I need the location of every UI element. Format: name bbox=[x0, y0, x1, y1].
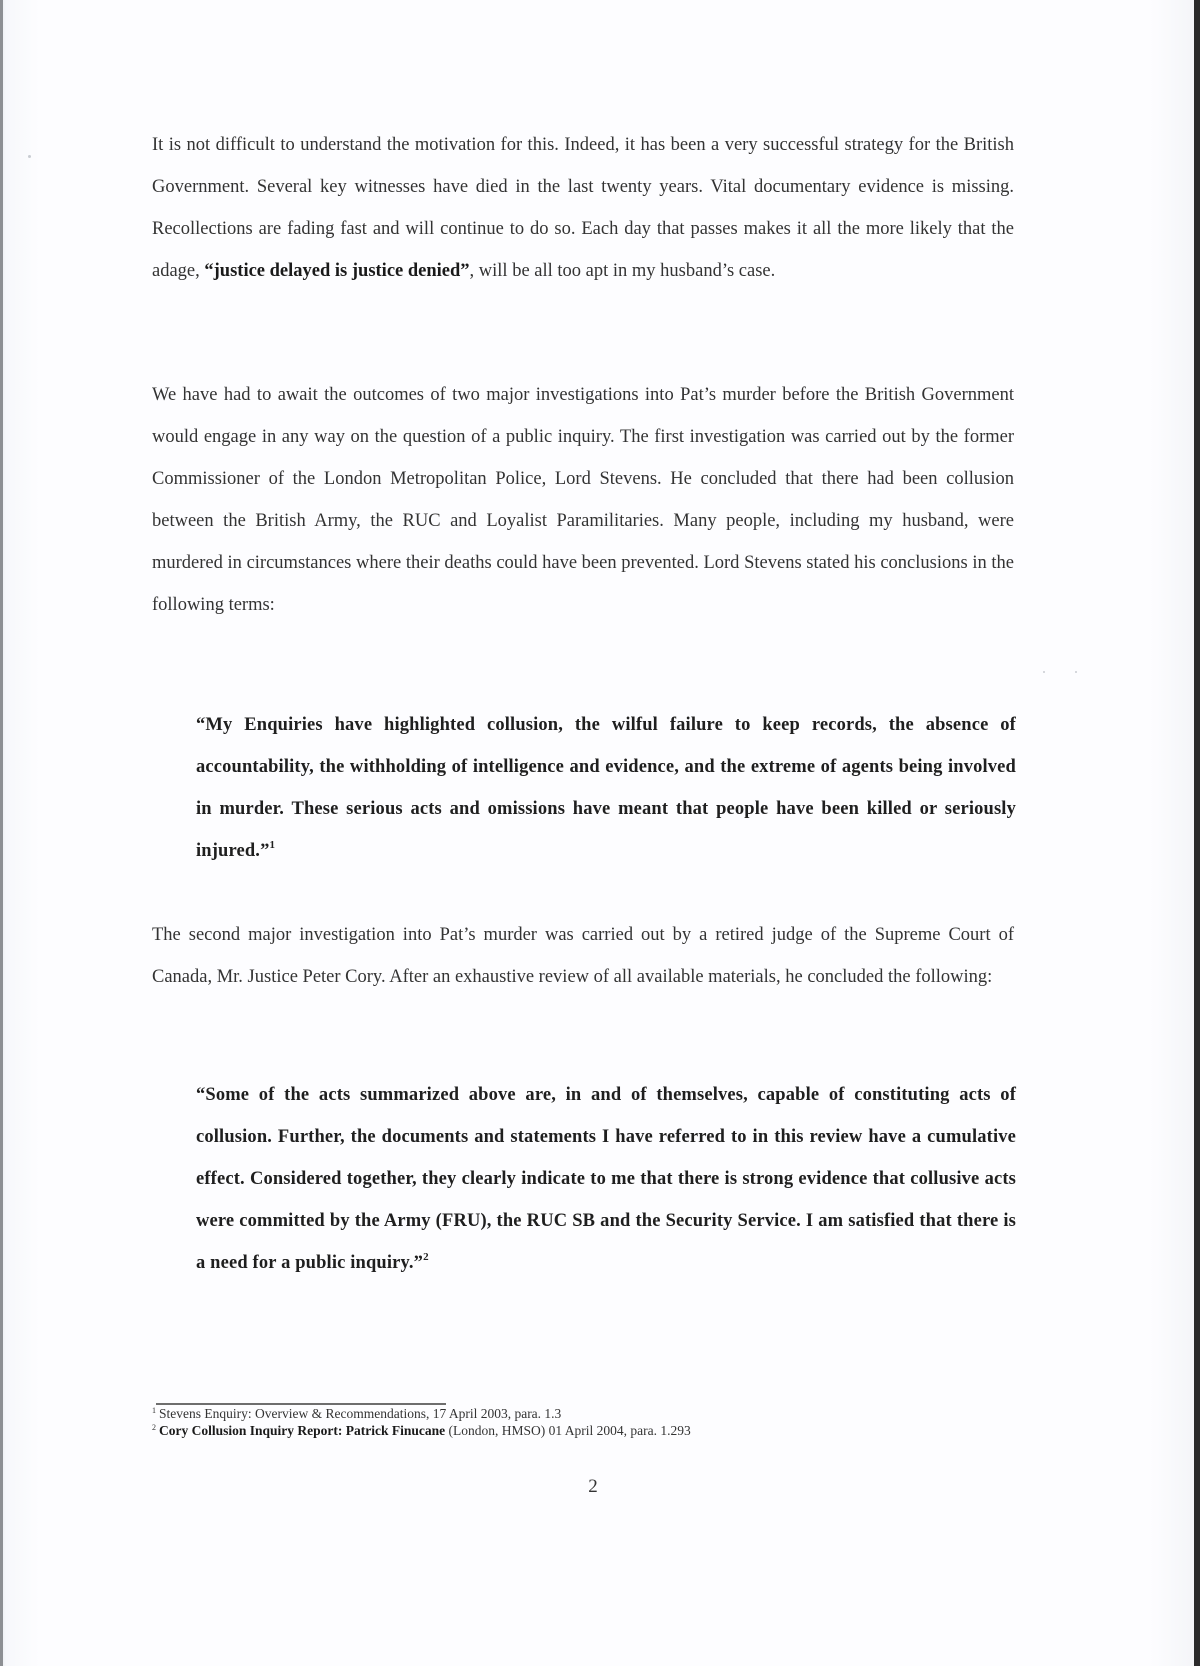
scan-left-edge bbox=[0, 0, 3, 1666]
footnote-title: Cory Collusion Inquiry Report: Patrick Finucane bbox=[159, 1423, 446, 1438]
footnotes bbox=[152, 1405, 1012, 1439]
paragraph-text: It is not difficult to understand the motivation for this. Indeed, it has been a very successful strategy for the British Government. Several key witnesses have died in the last twenty years. Vital documentary evidence is missing. Recollections are fading fast and will continue to do so. Each day that passes makes it all the more likely that the adage, bbox=[152, 135, 1014, 281]
paragraph-first-investigation: We have had to await the outcomes of two major investigations into Pat’s murder before the British Government would engage in any way on the question of a public inquiry. The first investigation was carried out by the former Commissioner of the London Metropolitan Police, Lord Stevens. He concluded that there had been collusion between the British Army, the RUC and Loyalist Paramilitaries. Many people, including my husband, were murdered in circumstances where their deaths could have been prevented. Lord Stevens stated his conclusions in the following terms: bbox=[152, 385, 1014, 615]
bold-adage: “justice delayed is justice denied” bbox=[204, 261, 470, 281]
footnote-number: 2 bbox=[152, 1423, 156, 1432]
page-number: 2 bbox=[588, 1476, 598, 1497]
footnote-text: (London, HMSO) 01 April 2004, para. 1.293 bbox=[445, 1423, 691, 1438]
scan-speck bbox=[1075, 671, 1077, 673]
scan-right-edge bbox=[1194, 0, 1200, 1666]
paragraph-second-investigation: The second major investigation into Pat’s murder was carried out by a retired judge of the Supreme Court of Canada, Mr. Justice Peter Cory. After an exhaustive review of all available materials, he concluded the following: bbox=[152, 925, 1014, 987]
quote-text: “My Enquiries have highlighted collusion, the wilful failure to keep records, the absence of accountability, the withholding of intelligence and evidence, and the extreme of agents being involved in murder. These serious acts and omissions have meant that people have been killed or seriously injured.” bbox=[196, 715, 1016, 861]
paragraph-text: , will be all too apt in my husband’s case. bbox=[469, 261, 776, 281]
footnote-ref-1[interactable]: 1 bbox=[269, 839, 276, 851]
footnote-1 bbox=[152, 1405, 1012, 1422]
quote-stevens bbox=[196, 704, 1016, 872]
footnote-number: 1 bbox=[152, 1406, 156, 1415]
quote-text: “Some of the acts summarized above are, in and of themselves, capable of constituting acts of collusion. Further, the documents and statements I have referred to in this review have a cumulative effect. Considered together, they clearly indicate to me that there is strong evidence that collusive acts were committed by the Army (FRU), the RUC SB and the Security Service. I am satisfied that there is a need for a public inquiry.” bbox=[196, 1085, 1016, 1273]
paragraph-motivation bbox=[152, 124, 1014, 292]
scan-speck bbox=[1043, 671, 1045, 673]
footnote-2 bbox=[152, 1422, 1012, 1439]
scan-speck bbox=[28, 155, 31, 158]
footnote-text: Stevens Enquiry: Overview & Recommendations, 17 April 2003, para. 1.3 bbox=[159, 1406, 562, 1421]
quote-cory bbox=[196, 1074, 1016, 1284]
footnote-ref-2[interactable]: 2 bbox=[423, 1251, 429, 1263]
